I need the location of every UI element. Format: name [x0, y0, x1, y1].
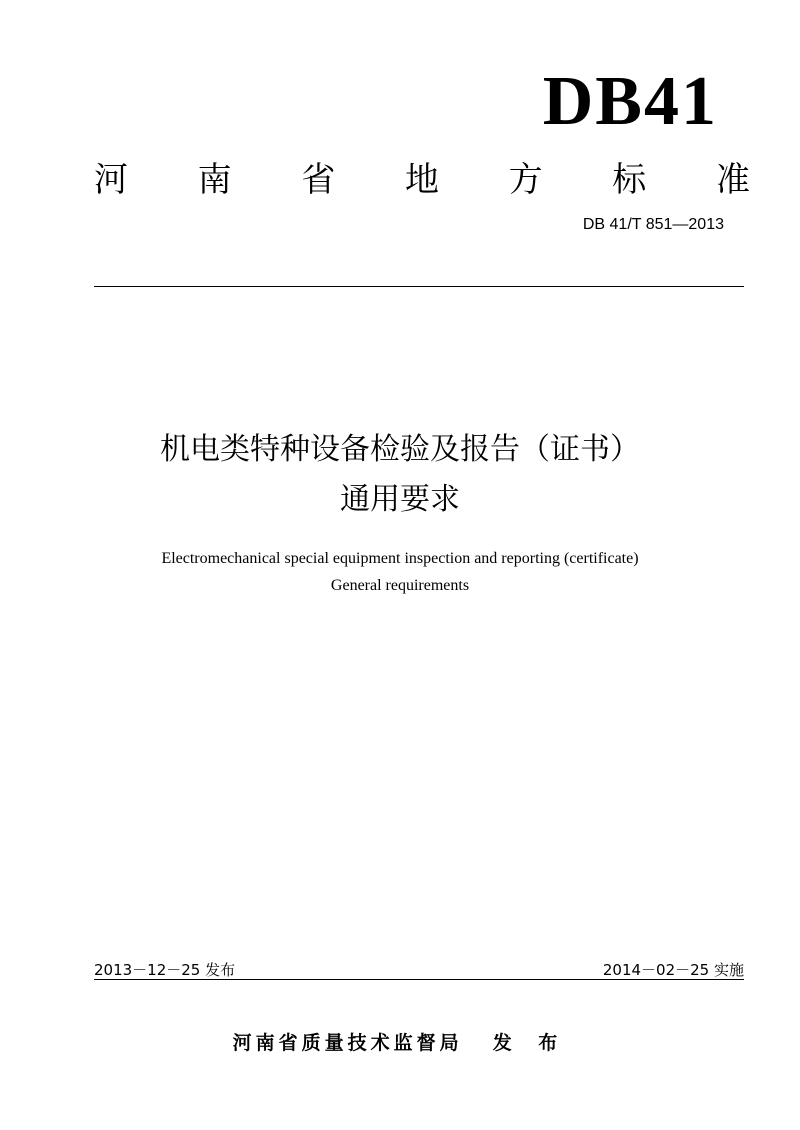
issue-date: 2013－12－25 发布 [94, 961, 236, 979]
standard-type-char: 准 [715, 159, 750, 200]
chinese-title-line-1: 机电类特种设备检验及报告（证书） [160, 432, 640, 467]
standard-number: DB 41/T 851—2013 [582, 216, 724, 233]
standard-type-char: 标 [612, 159, 647, 200]
english-title-line-2: General requirements [330, 577, 470, 594]
chinese-title-line-2: 通用要求 [340, 482, 460, 517]
implementation-date: 2014－02－25 实施 [602, 961, 744, 979]
top-divider [94, 286, 744, 287]
issue-label: 发 布 [492, 1032, 568, 1054]
issuing-authority: 河南省质量技术监督局 [232, 1032, 463, 1054]
standard-type-char: 方 [508, 159, 543, 200]
date-row [94, 958, 744, 980]
standard-type-char: 省 [301, 159, 336, 200]
issuer-line [0, 1028, 800, 1055]
date-divider [94, 979, 744, 980]
standard-type-char: 南 [197, 159, 232, 200]
standard-code: DB41 [542, 63, 718, 140]
standard-type-char: 河 [94, 159, 128, 200]
standard-type-heading [94, 152, 750, 200]
standard-type-char: 地 [404, 159, 439, 200]
english-title-line-1: Electromechanical special equipment inspection and reporting (certificate) [161, 550, 639, 567]
